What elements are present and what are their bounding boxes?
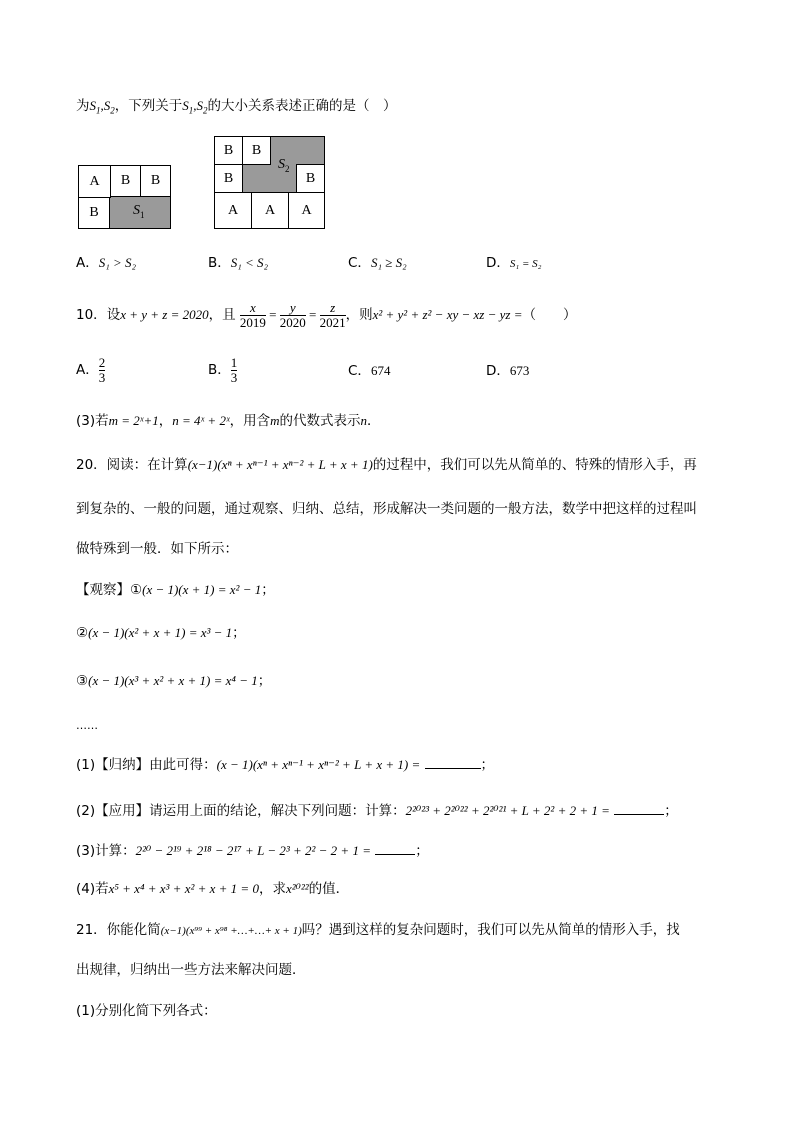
q10-question: 10．设x + y + z = 2020，且 $\frac{x}{2019}$ = $\frac{y}{2020}$ = $\frac{z}{2021}$ ，则x² + y² + z² − xy − xz − yz =（ ）: [76, 299, 577, 330]
answer-blank-1[interactable]: [425, 768, 481, 769]
fig2-cell-b1: B: [214, 136, 243, 165]
q20-observe-1: 【观察】①(x − 1)(x + 1) = x² − 1；: [76, 582, 275, 598]
answer-blank-2[interactable]: [614, 814, 664, 815]
q20-observe-3: ③(x − 1)(x³ + x² + x + 1) = x⁴ − 1；: [76, 673, 272, 689]
fraction-y: $\frac{y}{2020}$: [279, 299, 306, 330]
fraction-x: $\frac{x}{2019}$: [239, 299, 266, 330]
fig2-cell-a2: A: [251, 192, 289, 229]
q20-ellipsis: ……: [76, 719, 98, 732]
q20-part3: (3)计算：2²⁰ − 2¹⁹ + 2¹⁸ − 2¹⁷ + L − 2³ + 2² − 2 + 1 = ；: [76, 843, 429, 859]
q9-intro: 为$S_1,S_2$，下列关于$S_1,S_2$的大小关系表述正确的是（ ）: [76, 98, 397, 116]
q20-line-1: 20．阅读：在计算(x−1)(xⁿ + xⁿ⁻¹ + xⁿ⁻² + L + x + 1)的过程中，我们可以先从简单的、特殊的情形入手，再: [76, 457, 697, 473]
s2-label: $S_2$: [278, 157, 290, 174]
fig2-cell-b3: B: [214, 164, 243, 193]
q9-option-a: A．S₁ > S₂: [76, 255, 137, 271]
q21-part1: (1)分别化简下列各式：: [76, 1003, 217, 1019]
q19-part3: (3)若m = 2ˣ+1，n = 4ˣ + 2ˣ，用含m的代数式表示n．: [76, 413, 381, 429]
q21-line-2: 出规律，归纳出一些方法来解决问题．: [76, 962, 306, 978]
q20-line-2: 到复杂的、一般的问题，通过观察、归纳、总结，形成解决一类问题的一般方法，数学中把这样的过程叫: [76, 501, 697, 517]
q20-part1: (1)【归纳】由此可得：(x − 1)(xⁿ + xⁿ⁻¹ + xⁿ⁻² + L + x + 1) = ；: [76, 757, 495, 773]
q20-part4: (4)若x⁵ + x⁴ + x³ + x² + x + 1 = 0，求x²⁰²²的值．: [76, 881, 350, 897]
q9-option-b: B．S₁ < S₂: [208, 255, 269, 271]
fig2-cell-b2: B: [242, 136, 271, 165]
q10-option-a: A． $\frac{2}{3}$: [76, 354, 106, 385]
fig1-cell-b2: B: [140, 165, 171, 197]
q20-line-3: 做特殊到一般．如下所示：: [76, 541, 238, 557]
q9-option-d: D．S₁ = S₂: [486, 255, 542, 271]
q21-line-1: 21．你能化简(x−1)(x⁹⁹ + x⁹⁸ +…+…+ x + 1)吗？遇到这样的复杂问题时，我们可以先从简单的情形入手，找: [76, 922, 680, 938]
fig2-cell-b4: B: [296, 164, 325, 193]
q10-option-b: B． $\frac{1}{3}$: [208, 354, 238, 385]
fig1-cell-b3: B: [78, 197, 110, 229]
s2-var: $S_2$: [103, 98, 115, 116]
fig1-cell-a: A: [78, 165, 111, 198]
q20-part2: (2)【应用】请运用上面的结论，解决下列问题：计算：2²⁰²³ + 2²⁰²² + 2²⁰²¹ + L + 2² + 2 + 1 = ；: [76, 803, 678, 819]
q10-option-d: D．673: [486, 363, 530, 379]
q20-observe-2: ②(x − 1)(x² + x + 1) = x³ − 1；: [76, 625, 246, 641]
answer-blank-3[interactable]: [375, 854, 415, 855]
fig1-cell-b1: B: [110, 165, 141, 197]
s1-var: $S_1$: [89, 98, 101, 116]
fraction-z: $\frac{z}{2021}$: [319, 299, 346, 330]
s1-label: $S_1$: [133, 203, 145, 220]
q10-option-c: C．674: [348, 363, 391, 379]
q9-option-c: C．S₁ ≥ S₂: [348, 255, 407, 271]
fig2-cell-a1: A: [214, 192, 252, 229]
fig2-cell-a3: A: [288, 192, 325, 229]
